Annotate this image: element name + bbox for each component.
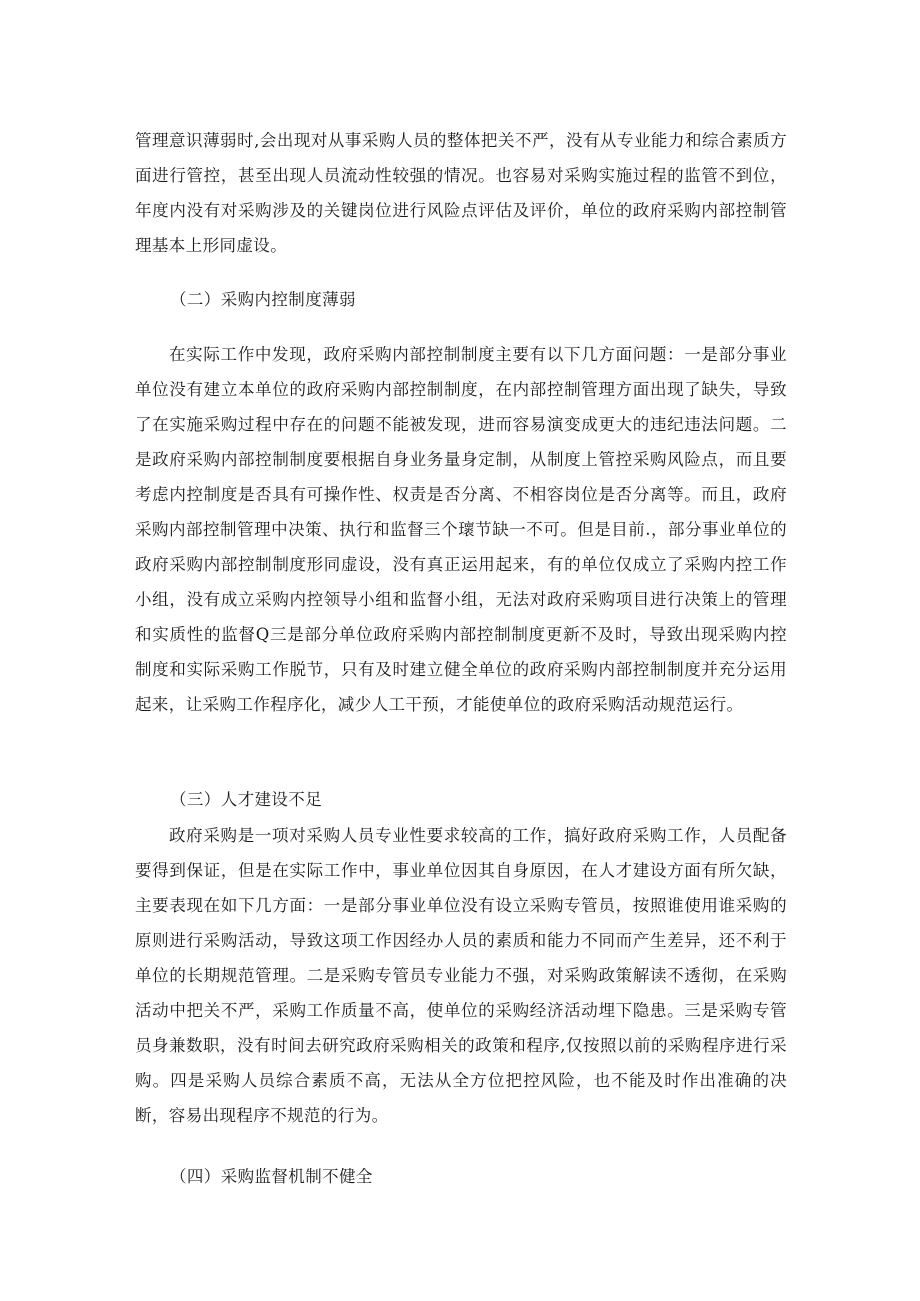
section-heading-2: （二）采购内控制度薄弱	[170, 290, 356, 309]
paragraph-2: 在实际工作中发现，政府采购内部控制制度主要有以下几方面问题：一是部分事业单位没有建立本单位的政府采购内部控制制度，在内部控制管理方面出现了缺失，导致了在实施采购过程中存在的问题不能被发现，进而容易演变成更大的违纪违法问题。二是政府采购内部控制制度要根据自身业务量身定制，从制度上管控采购风险点，而且要考虑内控制度是否具有可操作性、权责是否分离、不相容岗位是否分离等。而且，政府采购内部控制管理中决策、执行和监督三个瓌节缺一不可。但是目前.，部分事业单位的政府采购内部控制制度形同虚设，没有真正运用起来，有的单位仅成立了采购内控工作小组，没有成立采购内控领导小组和监督小组，无法对政府采购项目进行决策上的管理和实质性的监督Q三是部分单位政府采购内部控制制度更新不及时，导致出现采购内控制度和实际采购工作脱节，只有及时建立健全单位的政府采购内部控制制度并充分运用起来，让采购工作程序化，减少人工干预，才能使单位的政府采购活动规范运行。	[135, 345, 787, 714]
paragraph-1: 管理意识薄弱时,会出现对从事采购人员的整体把关不严，没有从专业能力和综合素质方面进行管控，甚至出现人员流动性较强的情况。也容易对采购实施过程的监管不到位，年度内没有对采购涉及的关键岗位进行风险点评估及评价，单位的政府采购内部控制管理基本上形同虚设。	[135, 131, 787, 255]
paragraph-3: 政府采购是一项对采购人员专业性要求较高的工作，搞好政府采购工作，人员配备要得到保证，但是在实际工作中，事业单位因其自身原因，在人才建设方面有所欠缺，主要表现在如下几方面：一是部分事业单位没有设立采购专管员，按照谁使用谁采购的原则进行采购活动，导致这项工作因经办人员的素质和能力不同而产生差异，还不利于单位的长期规范管理。二是采购专管员专业能力不强，对采购政策解读不透彻，在采购活动中把关不严，采购工作质量不高，使单位的采购经济活动埋下隐患。三是采购专管员身兼数职，没有时间去研究政府采购相关的政策和程序,仅按照以前的采购程序进行采购。四是采购人员综合素质不高，无法从全方位把控风险，也不能及时作出准确的决断，容易出现程序不规范的行为。	[135, 826, 787, 1125]
section-heading-3: （三）人才建设不足	[170, 790, 323, 809]
section-heading-4: （四）采购监督机制不健全	[170, 1167, 373, 1186]
